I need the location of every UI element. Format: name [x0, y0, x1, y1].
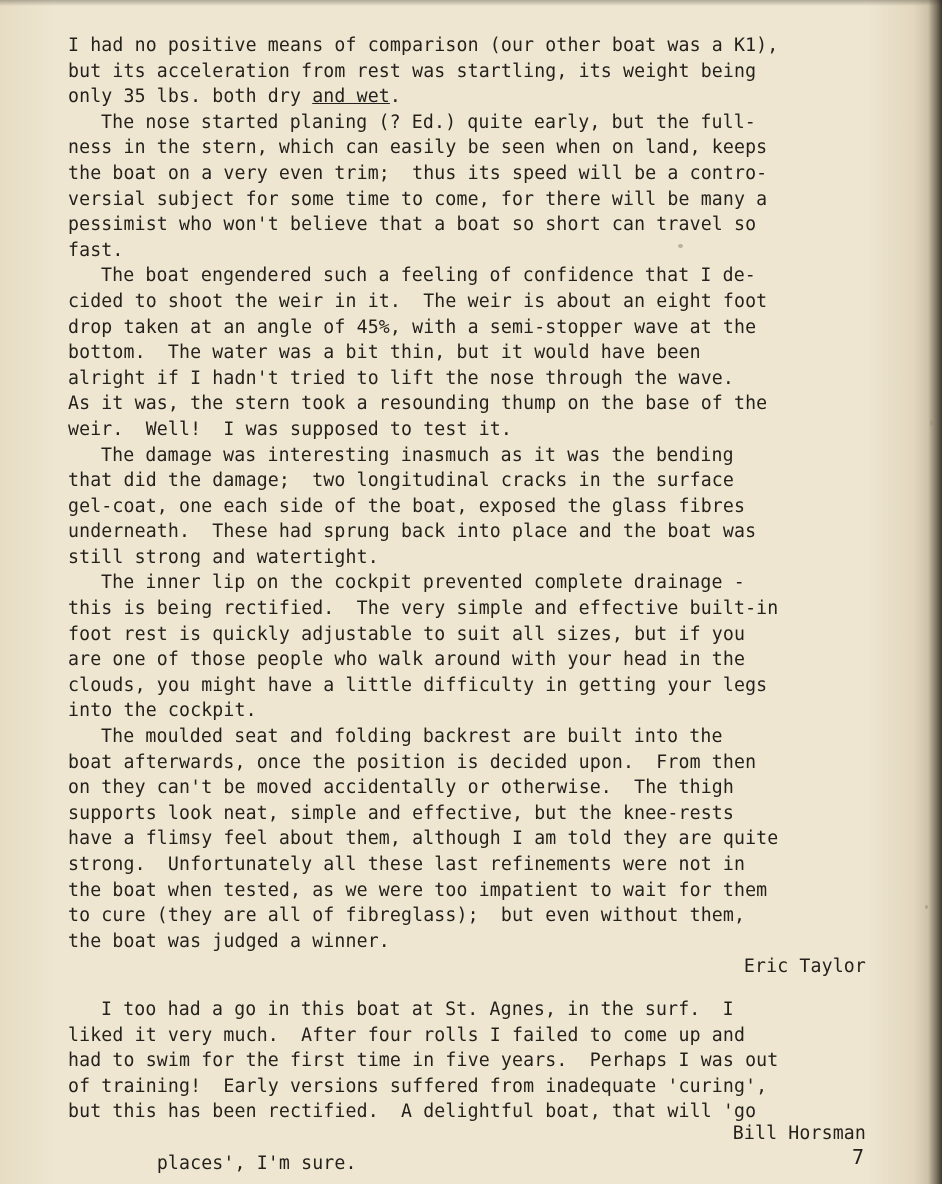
author-signature: Bill Horsman [732, 1122, 866, 1144]
text-line: clouds, you might have a little difficulty in getting your legs [68, 674, 768, 696]
text-line: have a flimsy feel about them, although I am told they are quite [68, 828, 779, 850]
text-line: the boat when tested, as we were too impatient to wait for them [68, 879, 768, 901]
text-line: The moulded seat and folding backrest are built into the [101, 726, 723, 748]
text-line: this is being rectified. The very simple and effective built-in [68, 598, 779, 620]
text-line: on they can't be moved accidentally or otherwise. The thigh [68, 777, 734, 799]
paragraph-7 [68, 997, 898, 1174]
text-line: I had no positive means of comparison (our other boat was a K1), [68, 35, 779, 56]
text-line: The damage was interesting inasmuch as it was the bending [101, 444, 734, 466]
author-signature: Eric Taylor [743, 956, 866, 978]
page-binding-edge [928, 0, 942, 1184]
paper-speck [925, 905, 928, 909]
text-line: are one of those people who walk around with your head in the [68, 649, 746, 671]
text-line: supports look neat, simple and effective, but the knee-rests [68, 802, 734, 824]
text-line: As it was, the stern took a resounding thump on the base of the [68, 393, 768, 415]
paper-speck [678, 244, 683, 248]
page-top-shadow [0, 0, 942, 6]
paragraph-5 [68, 570, 898, 724]
paragraph-6 [68, 724, 898, 954]
text-line: but its acceleration from rest was startling, its weight being [68, 60, 757, 82]
text-line: had to swim for the first time in five years. Perhaps I was out [68, 1050, 779, 1072]
text-line: fast. [68, 239, 124, 261]
paragraph-3 [68, 263, 898, 442]
article-body [68, 33, 898, 1174]
text-line: to cure (they are all of fibreglass); but even without them, [68, 905, 746, 927]
text-line: the boat on a very even trim; thus its speed will be a contro- [68, 162, 768, 184]
paragraph-2 [68, 110, 898, 264]
text-line: liked it very much. After four rolls I failed to come up and [68, 1024, 746, 1046]
text-line: cided to shoot the weir in it. The weir is about an eight foot [68, 290, 768, 312]
text-line: versial subject for some time to come, for there will be many a [68, 188, 768, 210]
text-line: strong. Unfortunately all these last refinements were not in [68, 854, 746, 875]
text-line: The inner lip on the cockpit prevented complete drainage - [101, 572, 745, 594]
text-line: I too had a go in this boat at St. Agnes, in the surf. I [101, 998, 734, 1020]
underlined-text: and wet [312, 86, 390, 108]
text-line: the boat was judged a winner. [68, 930, 390, 952]
text-line: foot rest is quickly adjustable to suit all sizes, but if you [68, 623, 746, 645]
text-line: into the cockpit. [68, 700, 257, 722]
text-line: pessimist who won't believe that a boat so short can travel so [68, 214, 757, 236]
text-line: boat afterwards, once the position is decided upon. From then [68, 751, 757, 773]
text-line: only 35 lbs. both dry and wet. [68, 86, 402, 108]
text-line: but this has been rectified. A delightful boat, that will 'go [68, 1101, 757, 1123]
text-line: still strong and watertight. [68, 546, 379, 568]
section-gap [68, 980, 898, 997]
paper-speck [930, 420, 933, 426]
text-line: drop taken at an angle of 45%, with a semi-stopper wave at the [68, 316, 757, 338]
text-line: bottom. The water was a bit thin, but it would have been [68, 342, 701, 364]
text-line: of training! Early versions suffered from inadequate 'curing', [68, 1075, 768, 1097]
text-line: underneath. These had sprung back into place and the boat was [68, 521, 757, 543]
text-line: ness in the stern, which can easily be seen when on land, keeps [68, 137, 768, 159]
text-line: The nose started planing (? Ed.) quite early, but the full- [101, 111, 756, 133]
page-number: 7 [852, 1145, 865, 1169]
text-line: alright if I hadn't tried to lift the nose through the wave. [68, 367, 734, 389]
text-line-with-signature [68, 1122, 898, 1174]
text-line: The boat engendered such a feeling of confidence that I de- [101, 265, 756, 287]
text-line: weir. Well! I was supposed to test it. [68, 418, 512, 440]
paragraph-4 [68, 443, 898, 571]
text-line: gel-coat, one each side of the boat, exposed the glass fibres [68, 495, 746, 517]
paragraph-1 [68, 33, 898, 110]
text-line: that did the damage; two longitudinal cracks in the surface [68, 470, 734, 492]
text-line: places', I'm sure. [156, 1152, 357, 1174]
